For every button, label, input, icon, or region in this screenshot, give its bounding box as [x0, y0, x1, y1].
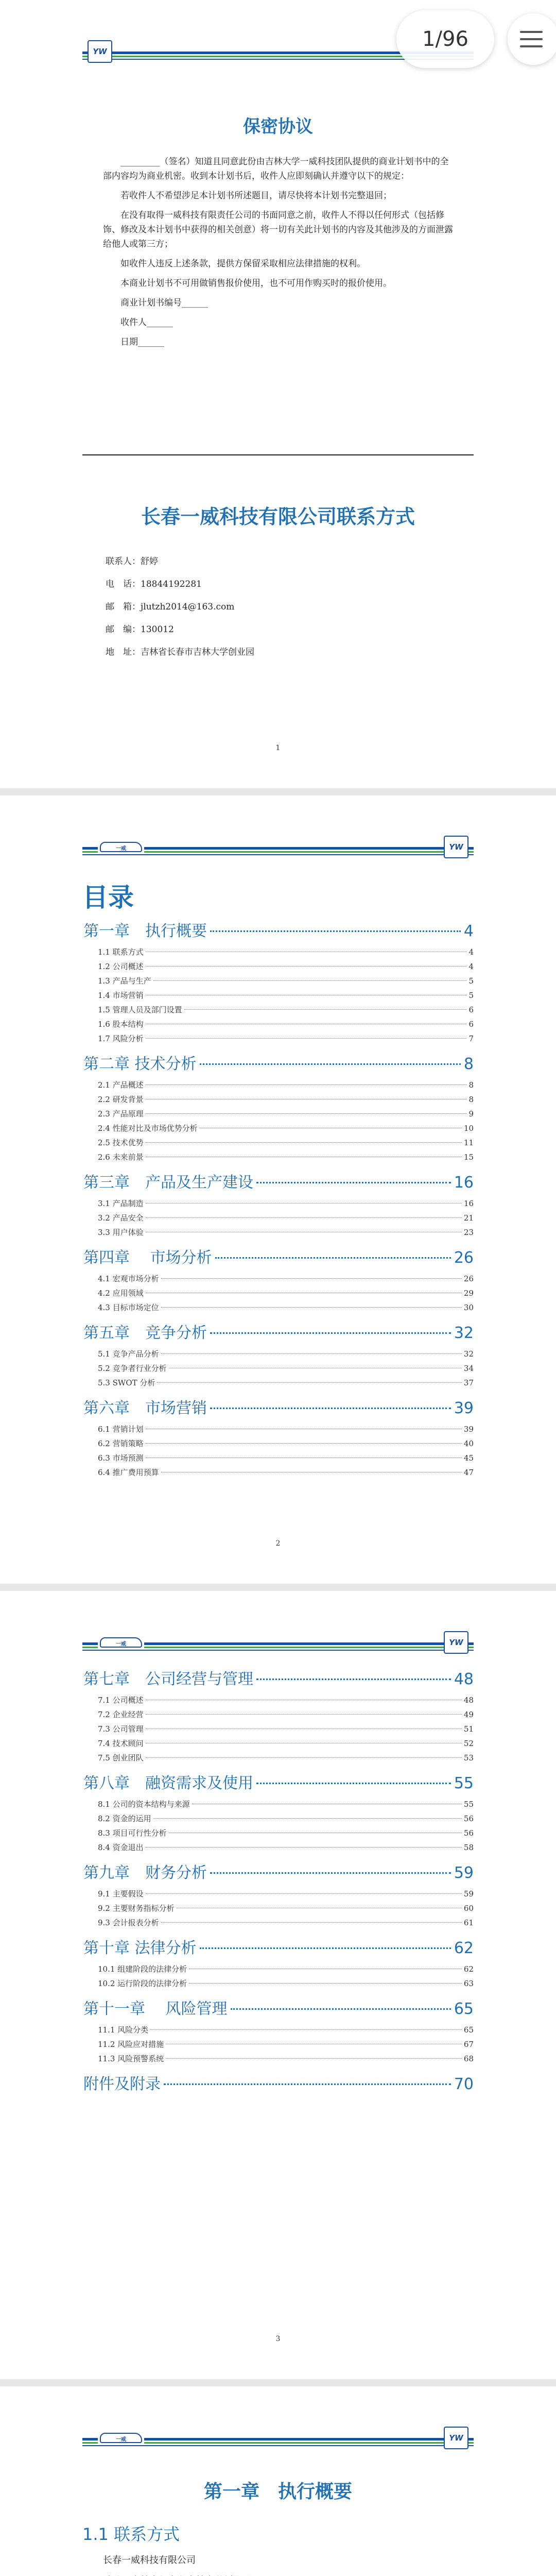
car-logo-text: 一威 — [116, 2437, 126, 2443]
toc-entry[interactable] — [83, 1976, 474, 1991]
page-3 — [0, 1591, 556, 2379]
car-logo-icon — [98, 1635, 144, 1650]
toc-leader — [146, 1847, 462, 1848]
toc-leader — [161, 1307, 462, 1308]
toc-entry-label: 1.6 股本结构 — [98, 1020, 144, 1029]
contact-label: 邮 编： — [106, 624, 141, 635]
toc-entry[interactable] — [83, 1901, 474, 1916]
contact-value: 18844192281 — [141, 579, 202, 589]
toc-entry[interactable] — [83, 1916, 474, 1930]
toc-entry-label: 9.2 主要财务指标分析 — [98, 1904, 175, 1913]
toc-page-number: 45 — [463, 1453, 474, 1463]
contact-title: 长春一威科技有限公司联系方式 — [141, 505, 415, 528]
paragraph: 在没有取得一威科技有限责任公司的书面同意之前，收件人不得以任何形式（包括修饰、修改及本计划书中获得的相关创意）将一切有关此计划书的内容及其他涉及的方面泄露给他人或第三方； — [103, 210, 453, 249]
page-header — [82, 2427, 474, 2450]
toc-entry-label: 10.2 运行阶段的法律分析 — [98, 1979, 187, 1988]
toc-entry[interactable] — [83, 1286, 474, 1300]
company-logo: YW — [444, 836, 468, 858]
toc-chapter-label: 附件及附录 — [83, 2075, 161, 2093]
toc-entry[interactable] — [83, 1136, 474, 1150]
contact-line — [103, 2571, 273, 2576]
toc-page-number: 70 — [454, 2075, 474, 2093]
toc-entry-label: 9.1 主要假设 — [98, 1889, 144, 1899]
contact-label: 联系人： — [106, 556, 141, 567]
toc-page-number: 55 — [463, 1800, 474, 1809]
page-1 — [0, 0, 556, 788]
toc-entry-label: 3.3 用户体验 — [98, 1228, 144, 1237]
toc-entry[interactable] — [83, 2037, 474, 2052]
toc-entry-label: 11.1 风险分类 — [98, 2025, 149, 2035]
toc-leader — [146, 1084, 467, 1085]
company-logo: YW — [444, 1631, 468, 1654]
toc-entry[interactable] — [83, 1962, 474, 1976]
toc-leader — [164, 2083, 451, 2085]
toc-chapter[interactable] — [83, 1051, 474, 1078]
toc-entry[interactable] — [83, 1092, 474, 1107]
page-header — [82, 1631, 474, 1655]
confidentiality-title: 保密协议 — [243, 116, 313, 137]
toc-entry-label: 11.3 风险预警系统 — [98, 2054, 164, 2063]
menu-icon-line — [520, 38, 543, 40]
menu-button[interactable] — [508, 13, 556, 65]
toc-page-number: 7 — [468, 1034, 474, 1043]
company-logo: YW — [88, 40, 112, 63]
toc-leader — [161, 1353, 462, 1354]
page-counter: 1/96 — [396, 10, 494, 68]
toc-page-number: 5 — [468, 991, 474, 1000]
toc-leader — [256, 1783, 451, 1784]
contact-value[interactable]: jlutzh2014@163.com — [141, 602, 235, 612]
toc-page-number: 30 — [463, 1303, 474, 1312]
toc-chapter-label: 第二章 技术分析 — [83, 1055, 197, 1073]
toc-page-number: 6 — [468, 1005, 474, 1014]
toc-page-number: 52 — [463, 1739, 474, 1748]
page-2 — [0, 795, 556, 1584]
toc-entry[interactable] — [83, 1272, 474, 1286]
toc-entry[interactable] — [83, 1693, 474, 1707]
toc-page-number: 23 — [463, 1228, 474, 1237]
contact-row — [106, 618, 254, 641]
toc-entry-label: 2.2 研发背景 — [98, 1095, 144, 1104]
toc-page-number: 26 — [463, 1274, 474, 1283]
toc-leader — [146, 1757, 462, 1758]
toc-entry[interactable] — [83, 1736, 474, 1751]
page-number: 2 — [275, 1539, 281, 1548]
table-of-contents — [83, 1666, 474, 2098]
toc-entry[interactable] — [83, 1121, 474, 1136]
toc-leader — [215, 1257, 451, 1259]
toc-leader — [210, 1872, 451, 1874]
toc-entry[interactable] — [83, 1211, 474, 1225]
toc-leader — [189, 1983, 462, 1984]
header-stripe — [82, 1650, 474, 1651]
toc-entry-label: 9.3 会计报表分析 — [98, 1918, 159, 1927]
toc-entry-label: 4.1 宏观市场分析 — [98, 1274, 159, 1283]
toc-entry-label: 7.2 企业经营 — [98, 1710, 144, 1719]
toc-chapter-label: 第十章 法律分析 — [83, 1939, 197, 1957]
toc-entry[interactable] — [83, 1887, 474, 1901]
toc-chapter-label: 第十一章 风险管理 — [83, 2000, 228, 2018]
toc-entry-label: 5.1 竞争产品分析 — [98, 1349, 159, 1359]
toc-leader — [146, 1714, 462, 1715]
toc-entry-label: 4.2 应用领域 — [98, 1289, 144, 1298]
toc-entry[interactable] — [83, 1225, 474, 1240]
toc-entry[interactable] — [83, 1003, 474, 1017]
toc-page-number: 11 — [463, 1138, 474, 1147]
toc-page-number: 47 — [463, 1468, 474, 1477]
toc-page-number: 59 — [463, 1889, 474, 1899]
toc-entry-label: 2.5 技术优势 — [98, 1138, 144, 1147]
toc-entry-label: 3.2 产品安全 — [98, 1213, 144, 1223]
toc-entry[interactable] — [83, 2052, 474, 2066]
page-number: 3 — [275, 2335, 281, 2343]
toc-page-number: 65 — [454, 2000, 474, 2018]
toc-page-number: 39 — [454, 1399, 474, 1417]
toc-leader — [146, 1203, 462, 1204]
toc-chapter-label: 第四章 市场分析 — [83, 1249, 212, 1267]
toc-chapter-label: 第八章 融资需求及使用 — [83, 1774, 253, 1792]
toc-leader — [231, 2008, 451, 2010]
toc-entry[interactable] — [83, 1826, 474, 1840]
paragraph: 日期______ — [120, 337, 164, 347]
header-stripe — [82, 854, 474, 855]
toc-entry-label: 1.3 产品与生产 — [98, 976, 151, 986]
toc-page-number: 8 — [468, 1080, 474, 1090]
toc-entry[interactable] — [83, 1031, 474, 1046]
toc-entry-label: 2.6 未来前景 — [98, 1153, 144, 1162]
paragraph: 如收件人违反上述条款，提供方保留采取相应法律措施的权利。 — [120, 259, 366, 269]
toc-chapter-label: 第六章 市场营销 — [83, 1399, 207, 1417]
paragraph: 若收件人不希望涉足本计划书所述题目，请尽快将本计划书完整退回； — [120, 191, 392, 201]
toc-page-number: 29 — [463, 1289, 474, 1298]
contact-label: 邮 箱： — [106, 602, 141, 612]
toc-entry-label: 2.1 产品概述 — [98, 1080, 144, 1090]
toc-page-number: 68 — [463, 2054, 474, 2063]
toc-entry[interactable] — [83, 1451, 474, 1465]
toc-chapter[interactable] — [83, 2071, 474, 2098]
toc-entry-label: 5.2 竞争者行业分析 — [98, 1364, 167, 1373]
toc-page-number: 59 — [454, 1864, 474, 1882]
toc-entry-label: 1.5 管理人员及部门设置 — [98, 1005, 182, 1014]
toc-chapter[interactable] — [83, 1170, 474, 1196]
toc-entry[interactable] — [83, 1196, 474, 1211]
toc-entry[interactable] — [83, 1347, 474, 1361]
toc-page-number: 60 — [463, 1904, 474, 1913]
header-stripe — [82, 2445, 474, 2446]
toc-entry-label: 8.4 资金退出 — [98, 1843, 144, 1852]
toc-leader — [184, 1009, 467, 1010]
table-of-contents — [83, 918, 474, 1480]
contact-row — [106, 573, 254, 596]
company-logo: YW — [444, 2427, 468, 2449]
toc-leader — [210, 930, 461, 932]
toc-page-number: 32 — [463, 1349, 474, 1359]
toc-entry[interactable] — [83, 1107, 474, 1121]
toc-leader — [146, 1142, 462, 1143]
toc-entry-label: 2.4 性能对比及市场优势分析 — [98, 1124, 198, 1133]
toc-entry-label: 11.2 风险应对措施 — [98, 2040, 164, 2049]
toc-leader — [146, 1038, 467, 1039]
toc-entry[interactable] — [83, 1300, 474, 1315]
toc-entry-label: 6.3 市场预测 — [98, 1453, 144, 1463]
contact-row — [106, 641, 254, 664]
toc-entry-label: 2.3 产品原理 — [98, 1109, 144, 1118]
toc-chapter[interactable] — [83, 1666, 474, 1693]
contact-list — [106, 550, 254, 664]
contact-label: 电 话： — [106, 579, 141, 589]
toc-page-number: 16 — [454, 1174, 474, 1192]
toc-chapter[interactable] — [83, 918, 474, 945]
section-heading: 1.1 联系方式 — [82, 2524, 180, 2544]
toc-page-number: 15 — [463, 1153, 474, 1162]
paragraph: 收件人______ — [120, 317, 173, 328]
toc-chapter[interactable] — [83, 1245, 474, 1272]
toc-page-number: 51 — [463, 1724, 474, 1734]
toc-entry[interactable] — [83, 2023, 474, 2037]
toc-entry[interactable] — [83, 974, 474, 988]
toc-entry-label: 1.4 市场营销 — [98, 991, 144, 1000]
toc-chapter[interactable] — [83, 1996, 474, 2023]
toc-entry[interactable] — [83, 1465, 474, 1480]
toc-entry[interactable] — [83, 1811, 474, 1826]
toc-page-number: 21 — [463, 1213, 474, 1223]
paragraph: _________（签名）知道且同意此份由吉林大学一威科技团队提供的商业计划书中的全部内容均为商业机密。收到本计划书后，收件人应即刻确认并遵守以下的规定： — [103, 157, 449, 181]
toc-page-number: 5 — [468, 976, 474, 986]
toc-entry-label: 6.2 营销策略 — [98, 1439, 144, 1448]
toc-entry[interactable] — [83, 945, 474, 959]
toc-leader — [256, 1679, 451, 1680]
toc-entry[interactable] — [83, 1840, 474, 1855]
toc-leader — [146, 966, 467, 967]
toc-leader — [210, 1332, 451, 1334]
paragraph: 本商业计划书不可用做销售报价使用，也不可用作购买时的报价使用。 — [120, 278, 392, 289]
menu-icon-line — [520, 45, 543, 47]
toc-leader — [150, 2029, 462, 2030]
toc-leader — [166, 2058, 462, 2059]
contact-row — [106, 596, 254, 618]
page-4 — [0, 2386, 556, 2576]
confidentiality-body — [103, 155, 453, 354]
toc-page-number: 37 — [463, 1378, 474, 1387]
toc-entry-label: 6.1 营销计划 — [98, 1425, 144, 1434]
toc-page-number: 4 — [468, 962, 474, 971]
toc-page-number: 40 — [463, 1439, 474, 1448]
toc-page-number: 4 — [468, 947, 474, 957]
toc-entry[interactable] — [83, 1017, 474, 1031]
toc-chapter[interactable] — [83, 1935, 474, 1962]
toc-page-number: 48 — [463, 1696, 474, 1705]
toc-entry-label: 1.2 公司概述 — [98, 962, 144, 971]
toc-entry-label: 5.3 SWOT 分析 — [98, 1378, 155, 1387]
car-logo-text: 一威 — [116, 846, 126, 852]
toc-leader — [153, 980, 467, 981]
toc-chapter[interactable] — [83, 1860, 474, 1887]
toc-leader — [157, 1382, 462, 1383]
toc-leader — [146, 1113, 467, 1114]
toc-chapter-label: 第三章 产品及生产建设 — [83, 1174, 253, 1192]
toc-title: 目录 — [82, 883, 134, 912]
toc-entry-label: 7.4 技术顾问 — [98, 1739, 144, 1748]
toc-leader — [161, 1922, 462, 1923]
toc-page-number: 49 — [463, 1710, 474, 1719]
toc-entry[interactable] — [83, 1078, 474, 1092]
toc-entry[interactable] — [83, 1150, 474, 1164]
toc-page-number: 9 — [468, 1109, 474, 1118]
toc-chapter-label: 第五章 竞争分析 — [83, 1324, 207, 1342]
toc-page-number: 32 — [454, 1324, 474, 1342]
contact-line: 长春一威科技有限公司 — [103, 2555, 196, 2566]
chapter-heading: 第一章 执行概要 — [203, 2481, 352, 2502]
toc-entry-label: 6.4 推广费用预算 — [98, 1468, 159, 1477]
toc-page-number: 55 — [454, 1774, 474, 1792]
toc-entry-label: 7.5 创业团队 — [98, 1753, 144, 1762]
toc-leader — [256, 1182, 451, 1183]
toc-entry-label: 7.3 公司管理 — [98, 1724, 144, 1734]
toc-page-number: 4 — [463, 922, 474, 940]
toc-entry-label: 1.1 联系方式 — [98, 947, 144, 957]
toc-page-number: 6 — [468, 1020, 474, 1029]
toc-leader — [161, 1278, 462, 1279]
toc-page-number: 56 — [463, 1828, 474, 1838]
toc-page-number: 8 — [463, 1055, 474, 1073]
toc-page-number: 53 — [463, 1753, 474, 1762]
toc-leader — [146, 1217, 462, 1218]
toc-entry[interactable] — [83, 1722, 474, 1736]
toc-page-number: 16 — [463, 1199, 474, 1208]
toc-leader — [146, 1893, 462, 1894]
toc-page-number: 26 — [454, 1249, 474, 1267]
paragraph: 商业计划书编号______ — [120, 298, 208, 308]
contact-row — [106, 550, 254, 573]
toc-entry[interactable] — [83, 1707, 474, 1722]
toc-page-number: 48 — [454, 1670, 474, 1688]
toc-leader — [146, 1728, 462, 1729]
toc-entry[interactable] — [83, 1422, 474, 1436]
toc-leader — [200, 1063, 461, 1065]
contact-value: 130012 — [141, 624, 174, 635]
car-logo-text: 一威 — [116, 1641, 126, 1647]
toc-chapter-label: 第一章 执行概要 — [83, 922, 207, 940]
toc-chapter-label: 第九章 财务分析 — [83, 1864, 207, 1882]
toc-entry[interactable] — [83, 1436, 474, 1451]
toc-leader — [146, 1443, 462, 1444]
toc-entry-label: 8.2 资金的运用 — [98, 1814, 151, 1823]
toc-entry-label: 8.3 项目可行性分析 — [98, 1828, 167, 1838]
toc-entry[interactable] — [83, 1376, 474, 1390]
toc-entry-label: 4.3 目标市场定位 — [98, 1303, 159, 1312]
toc-entry-label: 1.7 风险分析 — [98, 1034, 144, 1043]
contact-lines — [103, 2550, 273, 2576]
contact-label: 地 址： — [106, 647, 141, 657]
toc-entry[interactable] — [83, 988, 474, 1003]
contact-value: 吉林省长春市吉林大学创业园 — [141, 647, 254, 657]
toc-entry[interactable] — [83, 1751, 474, 1765]
toc-page-number: 63 — [463, 1979, 474, 1988]
toc-page-number: 56 — [463, 1814, 474, 1823]
contact-value: 舒婷 — [141, 556, 158, 567]
toc-page-number: 39 — [463, 1425, 474, 1434]
section-divider — [82, 454, 474, 455]
toc-chapter[interactable] — [83, 1770, 474, 1797]
toc-page-number: 34 — [463, 1364, 474, 1373]
toc-entry[interactable] — [83, 1361, 474, 1376]
toc-chapter-label: 第七章 公司经营与管理 — [83, 1670, 253, 1688]
car-logo-icon — [98, 2431, 144, 2445]
toc-leader — [200, 1947, 451, 1949]
toc-page-number: 10 — [463, 1124, 474, 1133]
toc-page-number: 67 — [463, 2040, 474, 2049]
toc-entry[interactable] — [83, 959, 474, 974]
toc-entry-label: 10.1 组建阶段的法律分析 — [98, 1964, 187, 1974]
toc-chapter[interactable] — [83, 1395, 474, 1422]
toc-entry-label: 8.1 公司的资本结构与来源 — [98, 1800, 190, 1809]
toc-entry[interactable] — [83, 1797, 474, 1811]
toc-page-number: 61 — [463, 1918, 474, 1927]
menu-icon — [520, 31, 543, 33]
toc-entry-label: 7.1 公司概述 — [98, 1696, 144, 1705]
toc-page-number: 65 — [463, 2025, 474, 2035]
toc-leader — [153, 1818, 462, 1819]
page-header — [82, 836, 474, 859]
toc-page-number: 8 — [468, 1095, 474, 1104]
toc-chapter[interactable] — [83, 1320, 474, 1347]
toc-leader — [210, 1408, 451, 1409]
toc-page-number: 62 — [454, 1939, 474, 1957]
toc-page-number: 58 — [463, 1843, 474, 1852]
toc-entry-label: 3.1 产品制造 — [98, 1199, 144, 1208]
toc-page-number: 62 — [463, 1964, 474, 1974]
page-number: 1 — [275, 744, 281, 752]
car-logo-icon — [98, 840, 144, 854]
